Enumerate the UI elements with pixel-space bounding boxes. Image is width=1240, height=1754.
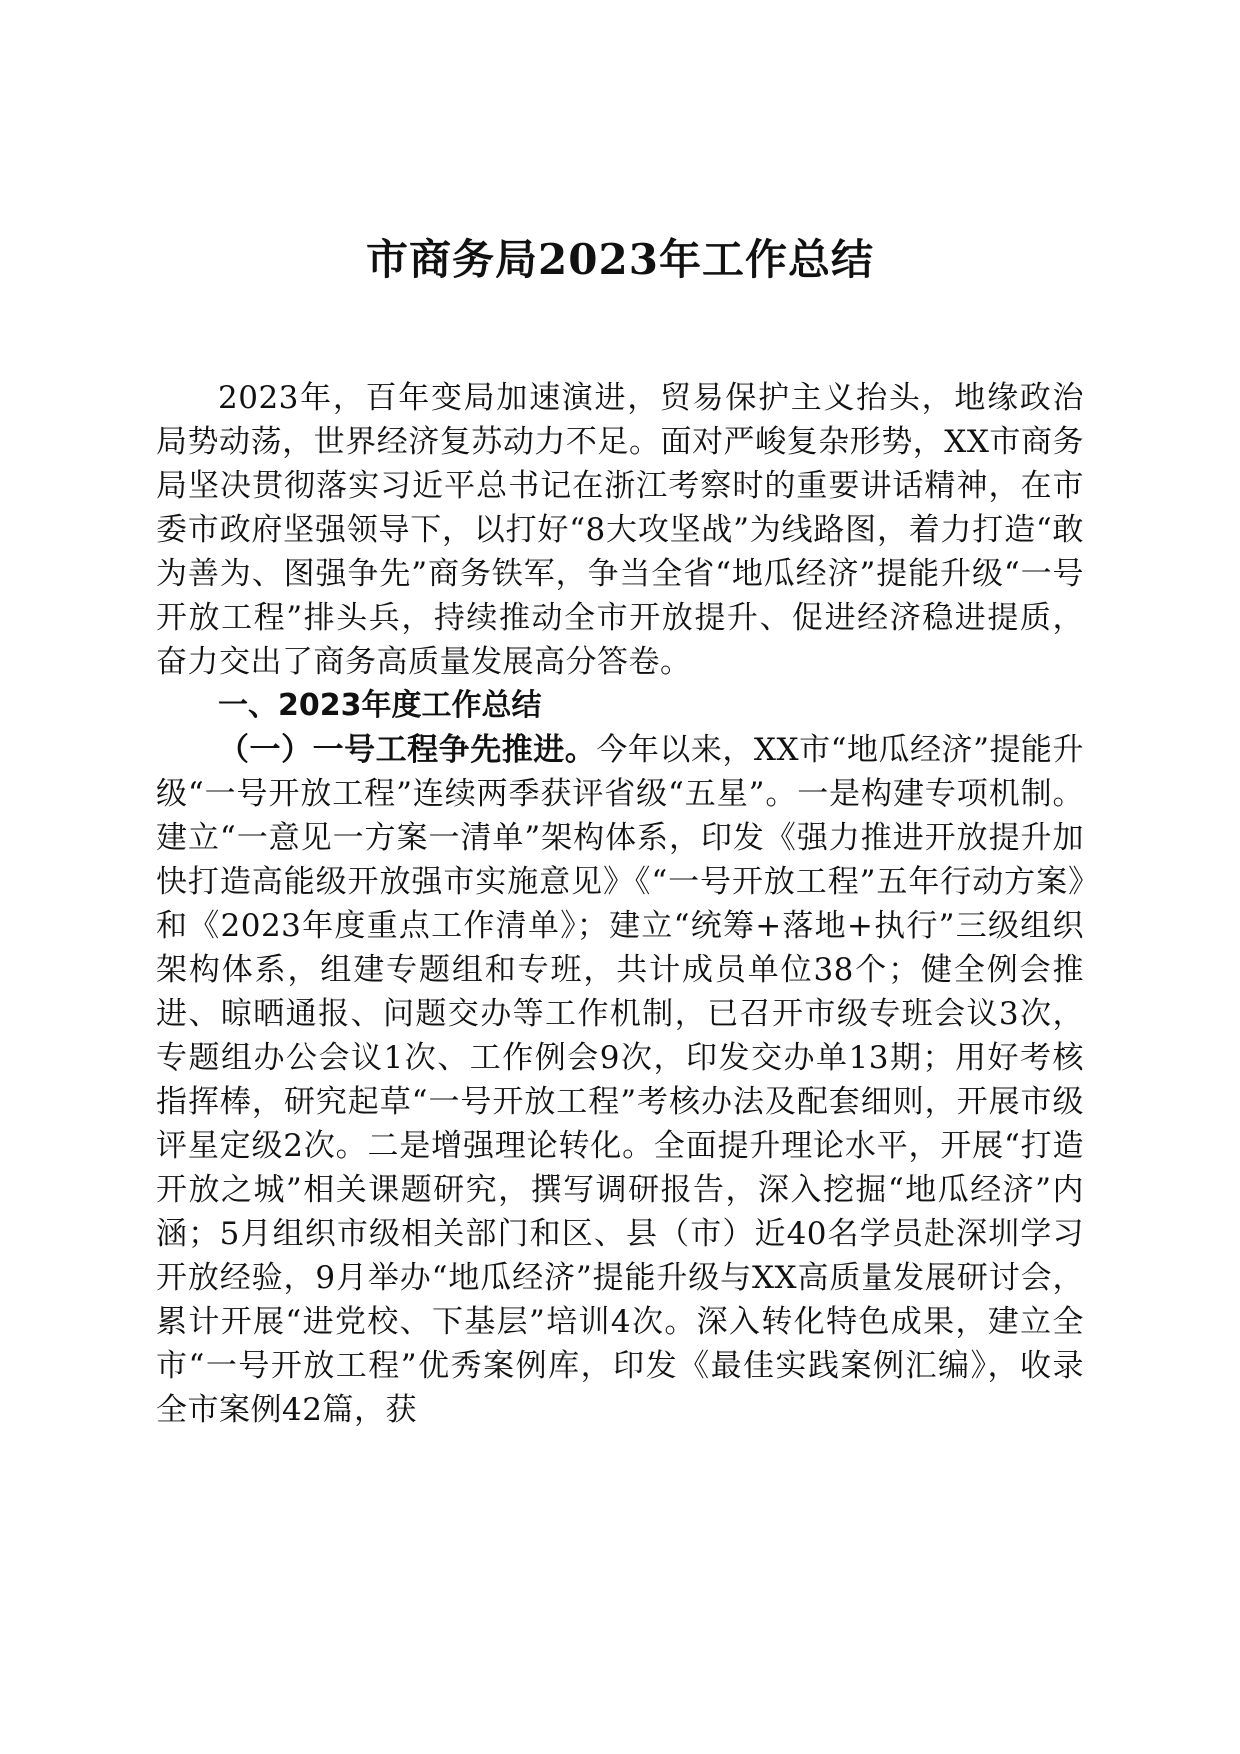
subsection-heading: （一）一号工程争先推进。	[218, 732, 597, 768]
section-heading: 一、2023年度工作总结	[218, 688, 542, 723]
subsection-text: 今年以来，XX市“地瓜经济”提能升级“一号开放工程”连续两季获评省级“五星”。一是构建专项机制。建立“一意见一方案一清单”架构体系，印发《强力推进开放提升加快打造高能级开放强市实施意见》《“一号开放工程”五年行动方案》和《2023年度重点工作清单》；建立“统筹+落地+执行”三级组织架构体系，组建专题组和专班，共计成员单位38个；健全例会推进、晾晒通报、问题交办等工作机制，已召开市级专班会议3次，专题组办公会议1次、工作例会9次，印发交办单13期；用好考核指挥棒，研究起草“一号开放工程”考核办法及配套细则，开展市级评星定级2次。二是增强理论转化。全面提升理论水平，开展“打造开放之城”相关课题研究，撰写调研报告，深入挖掘“地瓜经济”内涵；5月组织市级相关部门和区、县（市）近40名学员赴深圳学习开放经验，9月举办“地瓜经济”提能升级与XX高质量发展研讨会，累计开展“进党校、下基层”培训4次。深入转化特色成果，建立全市“一号开放工程”优秀案例库，印发《最佳实践案例汇编》，收录全市案例42篇，获	[156, 732, 1084, 1428]
document-title: 市商务局2023年工作总结	[366, 235, 874, 284]
document-body	[156, 376, 1084, 1432]
subsection-paragraph	[156, 728, 1084, 1432]
intro-paragraph: 2023年，百年变局加速演进，贸易保护主义抬头，地缘政治局势动荡，世界经济复苏动力不足。面对严峻复杂形势，XX市商务局坚决贯彻落实习近平总书记在浙江考察时的重要讲话精神，在市委市政府坚强领导下，以打好“8大攻坚战”为线路图，着力打造“敢为善为、图强争先”商务铁军，争当全省“地瓜经济”提能升级“一号开放工程”排头兵，持续推动全市开放提升、促进经济稳进提质，奋力交出了商务高质量发展高分答卷。	[156, 380, 1084, 680]
